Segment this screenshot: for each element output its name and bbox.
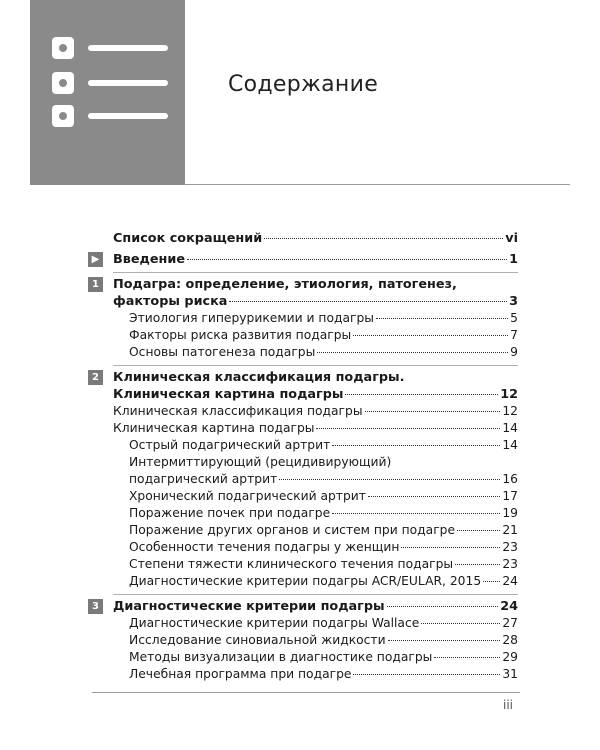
toc-subentry[interactable]: Поражение почек при подагре 19 [129,506,518,520]
toc-subentry[interactable]: Методы визуализации в диагностике подагры 29 [129,650,518,664]
section-divider [113,272,518,273]
toc-subentry[interactable]: подагрический артрит 16 [129,472,518,486]
toc-subentry[interactable]: Клиническая классификация подагры 12 [113,404,518,418]
checkbox-icon [52,37,74,59]
toc-subentry[interactable]: Диагностические критерии подагры ACR/EULAR, 2015 24 [129,574,518,588]
play-icon: ▶ [88,252,103,267]
list-icon-row [52,105,172,127]
toc-chapter-1 [88,276,518,361]
toc-subentry[interactable]: Поражение других органов и систем при подагре 21 [129,523,518,537]
chapter-1-title-line1: Подагра: определение, этиология, патогенез, [113,277,457,292]
toc-subentry[interactable]: Степени тяжести клинического течения подагры 23 [129,557,518,571]
chapter-number-badge: 2 [88,370,103,385]
toc-chapter-3 [88,598,518,683]
toc-subentry[interactable]: Особенности течения подагры у женщин 23 [129,540,518,554]
page-number: iii [503,698,514,712]
checkbox-icon [52,105,74,127]
section-divider [113,594,518,595]
chapter-2-title-line1: Клиническая классификация подагры. [113,370,405,385]
header-graphic [30,0,185,185]
list-line-icon [88,45,168,51]
toc-subentry[interactable]: Исследование синовиальной жидкости 28 [129,633,518,647]
list-icon-row [52,37,172,59]
toc-subentry[interactable]: Хронический подагрический артрит 17 [129,489,518,503]
list-line-icon [88,80,168,86]
toc-subentry[interactable]: Лечебная программа при подагре 31 [129,667,518,681]
page-title: Содержание [228,72,379,97]
toc-subentry[interactable]: Факторы риска развития подагры 7 [129,328,518,342]
toc-chapter-2 [88,369,518,590]
footer-divider [92,692,520,693]
toc-subentry[interactable]: Диагностические критерии подагры Wallace 27 [129,616,518,630]
toc-entry-chapter-3[interactable]: 3 Диагностические критерии подагры 24 [88,598,518,615]
toc-subentry[interactable]: Этиология гиперурикемии и подагры 5 [129,311,518,325]
toc-subentry[interactable]: Клиническая картина подагры 14 [113,421,518,435]
list-line-icon [88,113,168,119]
section-divider [113,365,518,366]
toc-subentry-line1: Интермиттирующий (рецидивирующий) [129,455,392,469]
toc-subentry[interactable]: Основы патогенеза подагры 9 [129,345,518,359]
toc-entry-chapter-1[interactable]: факторы риска 3 [113,294,518,309]
header-divider [185,184,570,185]
table-of-contents [88,230,518,683]
chapter-number-badge: 3 [88,599,103,614]
toc-entry-introduction[interactable]: ▶ Введение 1 [88,251,518,268]
toc-entry-chapter-2[interactable]: Клиническая картина подагры 12 [113,387,518,402]
toc-entry-abbreviations[interactable]: Список сокращений vi [113,231,518,246]
checkbox-icon [52,72,74,94]
list-icon-row [52,72,172,94]
toc-subentry[interactable]: Острый подагрический артрит 14 [129,438,518,452]
chapter-number-badge: 1 [88,277,103,292]
